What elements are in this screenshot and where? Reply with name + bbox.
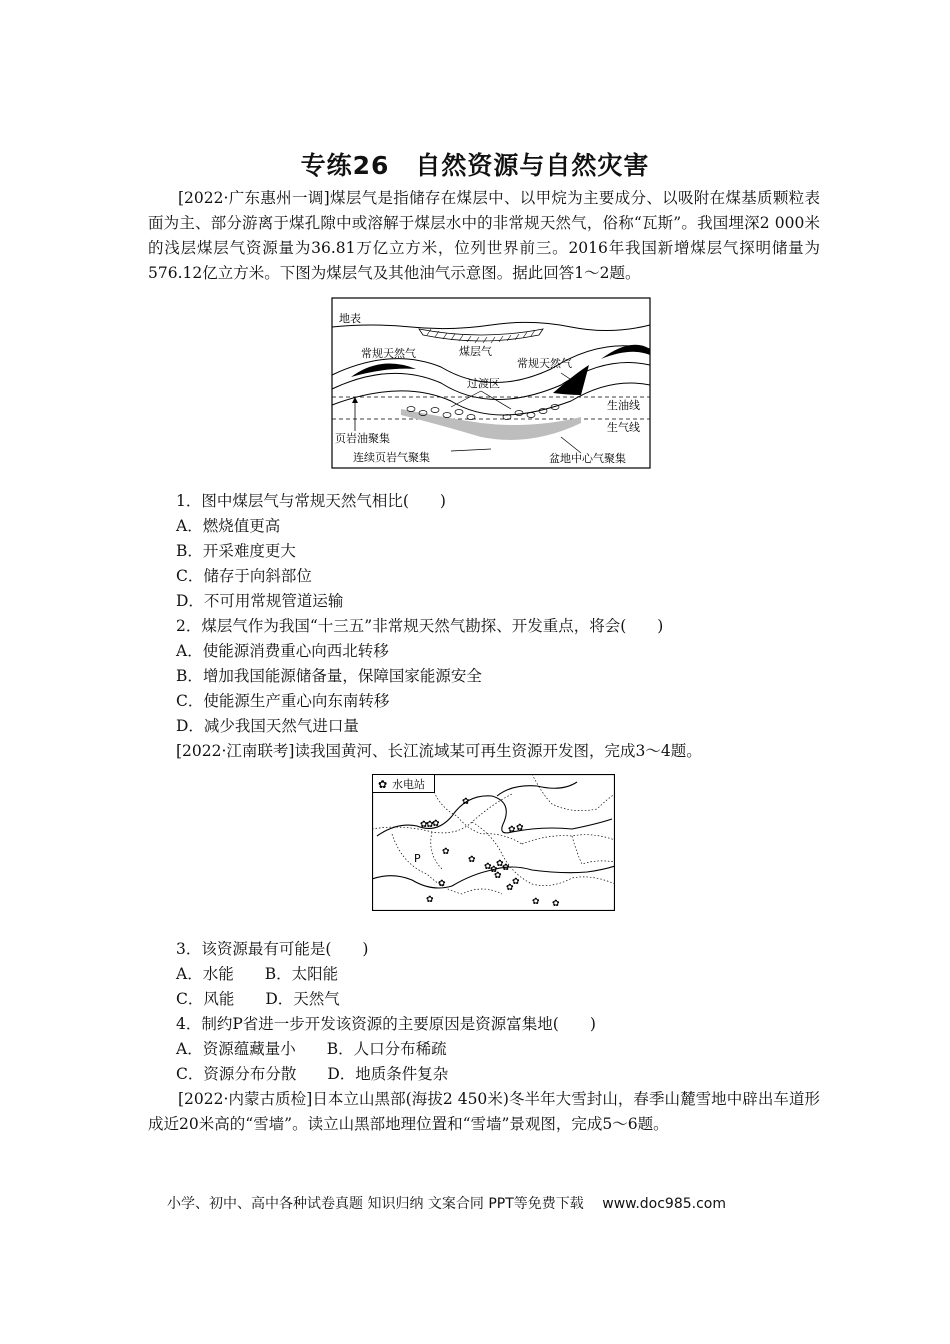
question-4-stem: 4．制约P省进一步开发该资源的主要原因是资源富集地( ): [176, 1015, 596, 1033]
footer-link[interactable]: www.doc985.com: [602, 1196, 726, 1212]
source-tag: [2022·江南联考]: [176, 742, 295, 760]
label-surface: 地表: [339, 312, 361, 325]
legend-label: 水电站: [392, 778, 425, 791]
intro-text: 日本立山黑部(海拔2 450米)冬半年大雪封山，春季山麓雪地中辟出车道形成近20米高的“雪墙”。读立山黑部地理位置和“雪墙”景观图，完成5～6题。: [148, 1090, 820, 1133]
svg-text:✿: ✿: [484, 862, 492, 872]
intro-text: 煤层气是指储存在煤层中、以甲烷为主要成分、以吸附在煤基质颗粒表面为主、部分游离于煤孔隙中或溶解于煤层水中的非常规天然气，俗称“瓦斯”。我国埋深2 000米的浅层煤层气资源量为36.81万亿立方米，位列世界前三。2016年我国新增煤层气探明储量为576.12亿立方米。下图为煤层气及其他油气示意图。据此回答1～2题。: [148, 189, 820, 282]
svg-text:✿: ✿: [512, 877, 520, 887]
svg-text:✿: ✿: [468, 855, 476, 865]
svg-text:✿: ✿: [490, 865, 498, 875]
hydropower-map: [372, 774, 615, 911]
label-transition-zone: 过渡区: [467, 377, 500, 390]
intro-paragraph-1: [148, 186, 820, 286]
label-shale-gas: 连续页岩气聚集: [353, 451, 430, 464]
label-conventional-gas-left: 常规天然气: [361, 347, 416, 360]
page-title: 专练26 自然资源与自然灾害: [300, 151, 650, 180]
intro-paragraph-3: [148, 1087, 820, 1137]
province-p-label: P: [414, 852, 421, 865]
question-3-stem: 3．该资源最有可能是( ): [176, 940, 369, 958]
footer-text: 小学、初中、高中各种试卷真题 知识归纳 文案合同 PPT等免费下载: [167, 1196, 584, 1212]
label-gas-line: 生气线: [607, 421, 640, 434]
svg-text:✿: ✿: [516, 823, 524, 833]
svg-text:✿: ✿: [432, 819, 440, 829]
q4-options-row-2: C．资源分布分散 D．地质条件复杂: [176, 1065, 449, 1083]
svg-text:✿: ✿: [508, 825, 516, 835]
svg-text:✿: ✿: [420, 820, 428, 830]
q1-option-b: B．开采难度更大: [176, 542, 296, 560]
question-1-stem: 1．图中煤层气与常规天然气相比( ): [176, 492, 446, 510]
label-shale-oil: 页岩油聚集: [335, 432, 390, 445]
q2-option-c: C．使能源生产重心向东南转移: [176, 692, 390, 710]
q1-option-a: A．燃烧值更高: [176, 517, 281, 535]
svg-text:✿: ✿: [442, 847, 450, 857]
label-coalbed-gas: 煤层气: [459, 345, 492, 358]
q2-option-a: A．使能源消费重心向西北转移: [176, 642, 389, 660]
svg-text:✿: ✿: [502, 863, 510, 873]
label-basin-center-gas: 盆地中心气聚集: [549, 452, 626, 465]
q1-option-d: D．不可用常规管道运输: [176, 592, 344, 610]
q1-option-c: C．储存于向斜部位: [176, 567, 312, 585]
svg-text:✿: ✿: [496, 859, 504, 869]
q3-options-row-2: C．风能 D．天然气: [176, 990, 340, 1008]
page-footer: [167, 1193, 726, 1213]
label-conventional-gas-right: 常规天然气: [517, 357, 572, 370]
svg-text:✿: ✿: [552, 899, 560, 909]
svg-text:✿: ✿: [426, 895, 434, 905]
label-oil-line: 生油线: [607, 399, 640, 412]
question-2-stem: 2．煤层气作为我国“十三五”非常规天然气勘探、开发重点，将会( ): [176, 617, 664, 635]
q2-option-d: D．减少我国天然气进口量: [176, 717, 359, 735]
svg-text:✿: ✿: [462, 797, 470, 807]
coalbed-gas-diagram: [331, 297, 651, 469]
svg-text:✿: ✿: [494, 871, 502, 881]
source-tag: [2022·广东惠州一调]: [178, 189, 330, 207]
svg-text:✿: ✿: [532, 897, 540, 907]
source-tag: [2022·内蒙古质检]: [178, 1090, 313, 1108]
q3-options-row-1: A．水能 B．太阳能: [176, 965, 339, 983]
svg-text:✿: ✿: [438, 879, 446, 889]
intro-paragraph-2: [176, 739, 702, 764]
intro-text: 读我国黄河、长江流域某可再生资源开发图，完成3～4题。: [294, 742, 702, 760]
svg-text:✿: ✿: [506, 883, 514, 893]
q2-option-b: B．增加我国能源储备量，保障国家能源安全: [176, 667, 482, 685]
flower-icon: ✿: [378, 778, 388, 791]
q4-options-row-1: A．资源蕴藏量小 B．人口分布稀疏: [176, 1040, 447, 1058]
svg-text:✿: ✿: [426, 820, 434, 830]
